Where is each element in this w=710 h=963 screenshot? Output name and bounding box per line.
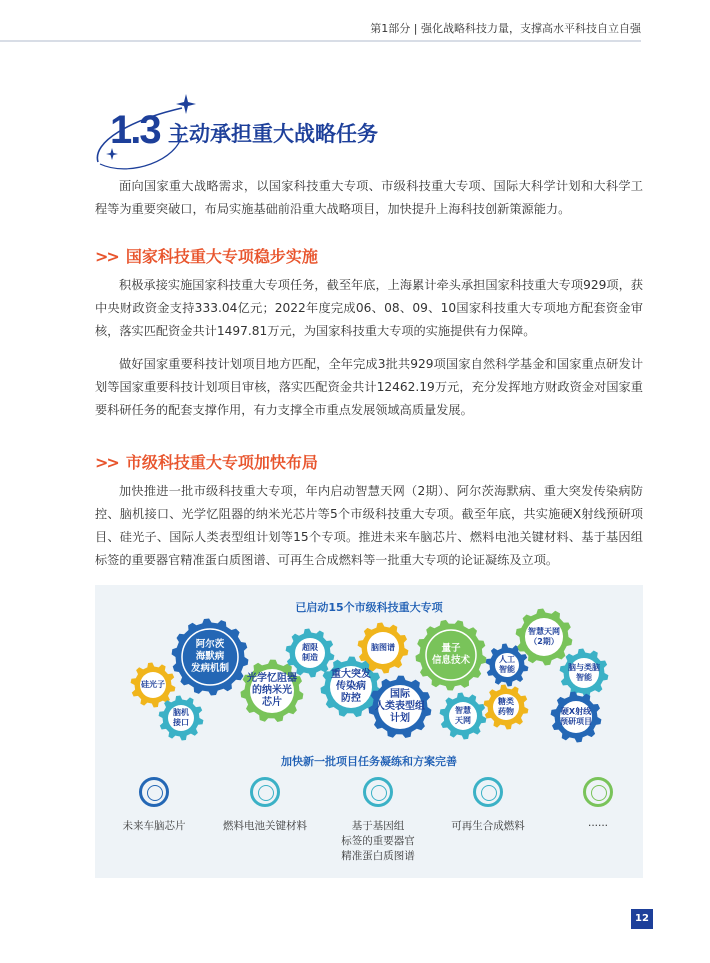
gear-label: 超限 制造	[302, 643, 318, 662]
upcoming-project-label: ······	[587, 820, 609, 832]
subheading-municipal-text: 市级科技重大专项加快布局	[125, 453, 318, 472]
molecule-icon	[363, 777, 393, 807]
gear-label: 糖类 药物	[498, 697, 514, 716]
upcoming-project-label: 基于基因组 标签的重要器官 精准蛋白质图谱	[341, 820, 415, 862]
gear-label: 脑图谱	[371, 643, 395, 652]
upcoming-project-label: 可再生合成燃料	[451, 820, 525, 832]
section-number: 1.3	[110, 108, 160, 152]
fuel-jar-icon	[473, 777, 503, 807]
upcoming-project-label: 燃料电池关键材料	[223, 820, 307, 832]
car-chip-icon	[139, 777, 169, 807]
gear-label: 人工 智能	[499, 655, 515, 674]
gear-label: 智慧天网 （2期）	[528, 627, 560, 646]
gear-label: 重大突发 传染病 防控	[331, 669, 371, 704]
projects-figure	[95, 585, 643, 878]
figure-title-bottom: 加快新一批项目任务凝练和方案完善	[281, 755, 457, 768]
figure-title-top: 已启动15个市级科技重大专项	[295, 601, 443, 614]
intro-paragraph: 面向国家重大战略需求，以国家科技重大专项、市级科技重大专项、国际大科学计划和大科学工程等为重要突破口，布局实施基础前沿重大战略项目，加快提升上海科技创新策源能力。	[95, 179, 643, 216]
upcoming-project-label: 未来车脑芯片	[122, 820, 186, 832]
running-head: 第1部分 | 强化战略科技力量，支撑高水平科技自立自强	[370, 22, 641, 35]
gear-label: 阿尔茨 海默病 发病机制	[190, 639, 230, 674]
gear-label: 脑与类脑 智能	[568, 663, 600, 682]
page-number: 12	[631, 909, 653, 929]
gear-label: 脑机 接口	[173, 708, 189, 727]
gear-label: 硬X射线 预研项目	[560, 707, 592, 726]
subheading-national	[95, 244, 318, 267]
gear-label: 智慧 天网	[455, 706, 471, 725]
subheading-national-text: 国家科技重大专项稳步实施	[125, 247, 318, 266]
national-paragraph-1: 积极承接实施国家科技重大专项任务，截至年底，上海累计牵头承担国家科技重大专项929项，获中央财政资金支持333.04亿元；2022年度完成06、08、09、10国家科技重大专项地方配套资金审核，落实匹配资金共计1497.81万元，为国家科技重大专项的实施提供有力保障。	[95, 278, 643, 338]
double-chevron-icon: >>	[95, 453, 118, 472]
section-title: 主动承担重大战略任务	[168, 122, 378, 146]
double-chevron-icon: >>	[95, 247, 118, 266]
gear-label: 硅光子	[141, 680, 165, 689]
header-rule	[0, 40, 641, 42]
battery-tag-icon	[250, 777, 280, 807]
gear-label: 量子 信息技术	[431, 643, 471, 666]
more-icon	[583, 777, 613, 807]
gear-label: 光学忆阻器 的纳米光 芯片	[247, 673, 297, 708]
municipal-paragraph: 加快推进一批市级科技重大专项，年内启动智慧天网（2期）、阿尔茨海默病、重大突发传染病防控、脑机接口、光学忆阻器的纳米光芯片等5个市级科技重大专项。截至年底，共实施硬X射线预研项目、硅光子、国际人类表型组计划等15个专项。推进未来车脑芯片、燃料电池关键材料、基于基因组标签的重要器官精准蛋白质图谱、可再生合成燃料等一批重大专项的论证凝练及立项。	[95, 484, 643, 567]
national-paragraph-2: 做好国家重要科技计划项目地方匹配，全年完成3批共929项国家自然科学基金和国家重点研发计划等国家重要科技计划项目审核，落实匹配资金共计12462.19万元，充分发挥地方财政资金对国家重要科研任务的配套支撑作用，有力支撑全市重点发展领域高质量发展。	[95, 357, 643, 417]
gear-label: 国际 人类表型组 计划	[375, 689, 425, 724]
subheading-municipal	[95, 450, 318, 473]
